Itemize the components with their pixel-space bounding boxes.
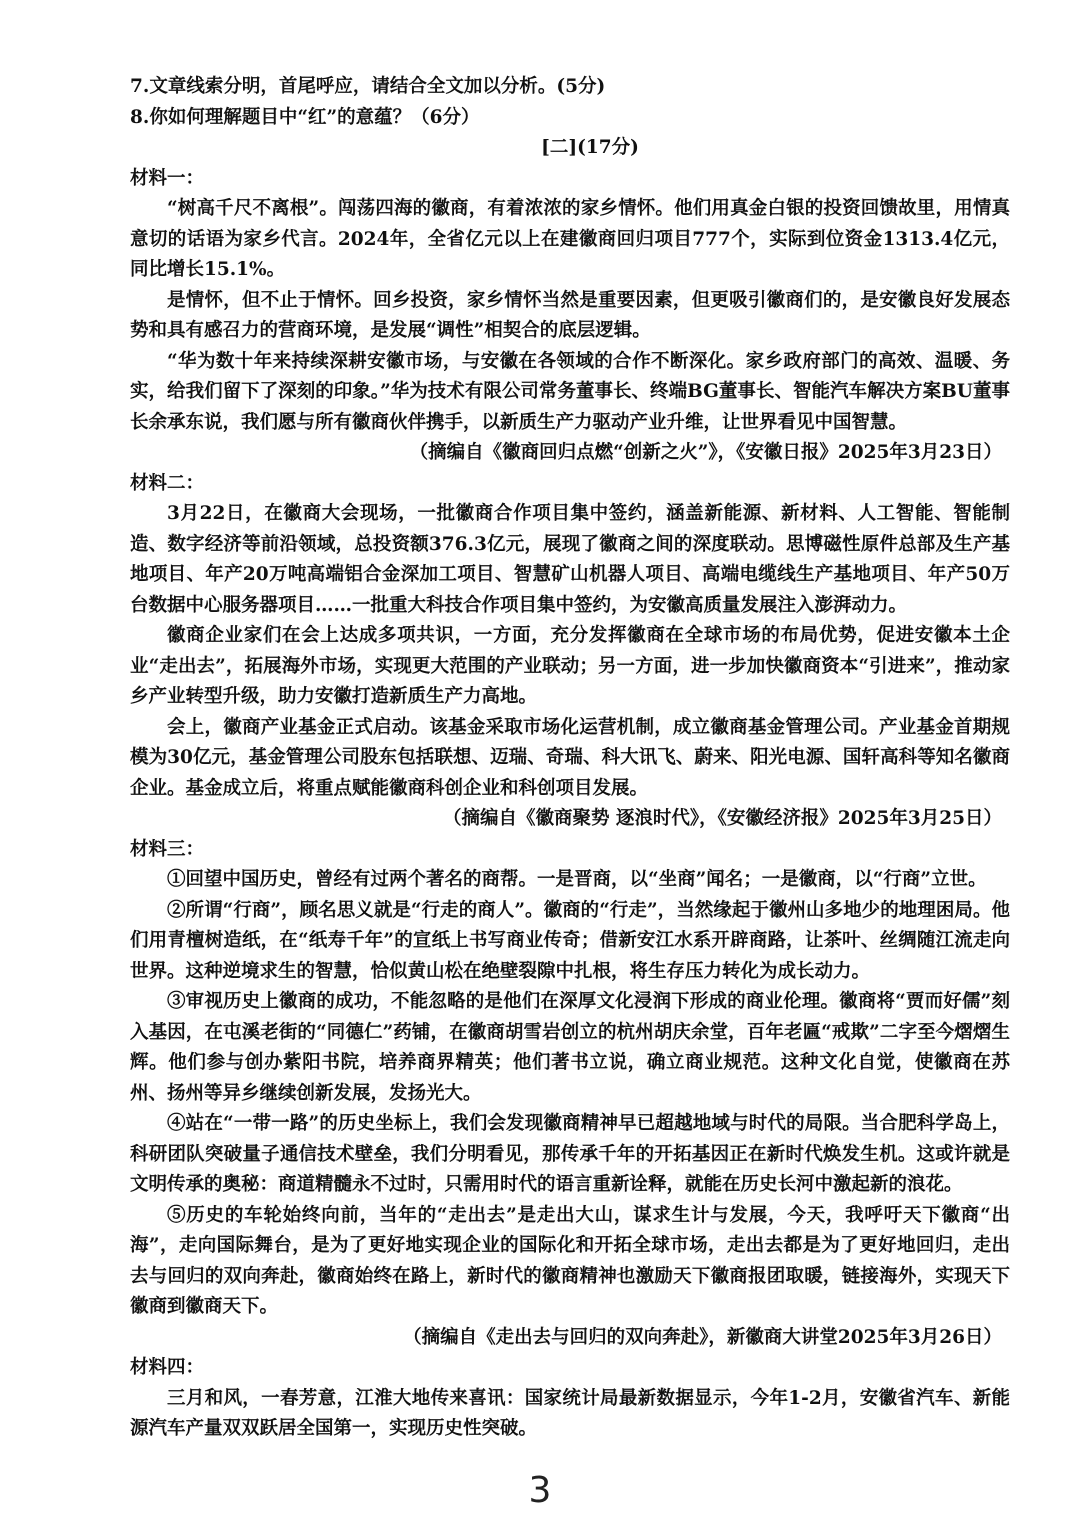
material-1-paragraph: “树高千尺不离根”。闯荡四海的徽商，有着浓浓的家乡情怀。他们用真金白银的投资回馈故里，用情真意切的话语为家乡代言。2024年，全省亿元以上在建徽商回归项目777个，实际到位资金1313.4亿元，同比增长15.1%。	[130, 198, 1010, 280]
material-2-heading: 材料二：	[130, 472, 205, 494]
material-3-heading: 材料三：	[130, 838, 205, 860]
material-2-source: （摘编自《徽商聚势 逐浪时代》，《安徽经济报》2025年3月25日）	[442, 808, 1002, 829]
material-3-paragraph: ②所谓“行商”，顾名思义就是“行走的商人”。徽商的“行走”，当然缘起于徽州山多地少的地理困局。他们用青檀树造纸，在“纸寿千年”的宣纸上书写商业传奇；借新安江水系开辟商路，让茶叶、丝绸随江流走向世界。这种逆境求生的智慧，恰似黄山松在绝壁裂隙中扎根，将生存压力转化为成长动力。	[130, 899, 1010, 982]
material-2-paragraph: 3月22日，在徽商大会现场，一批徽商合作项目集中签约，涵盖新能源、新材料、人工智能、智能制造、数字经济等前沿领域，总投资额376.3亿元，展现了徽商之间的深度联动。思博磁性原件总部及生产基地项目、年产20万吨高端铝合金深加工项目、智慧矿山机器人项目、高端电缆线生产基地项目、年产50万台数据中心服务器项目……一批重大科技合作项目集中签约，为安徽高质量发展注入澎湃动力。	[130, 503, 1010, 616]
material-3-paragraph: ④站在“一带一路”的历史坐标上，我们会发现徽商精神早已超越地域与时代的局限。当合肥科学岛上，科研团队突破量子通信技术壁垒，我们分明看见，那传承千年的开拓基因正在新时代焕发生机。这或许就是文明传承的奥秘：商道精髓永不过时，只需用时代的语言重新诠释，就能在历史长河中激起新的浪花。	[130, 1113, 1010, 1195]
material-4-paragraph: 三月和风，一春芳意，江淮大地传来喜讯：国家统计局最新数据显示，今年1-2月，安徽省汽车、新能源汽车产量双双跃居全国第一，实现历史性突破。	[130, 1387, 1010, 1439]
material-2-paragraph: 会上，徽商产业基金正式启动。该基金采取市场化运营机制，成立徽商基金管理公司。产业基金首期规模为30亿元，基金管理公司股东包括联想、迈瑞、奇瑞、科大讯飞、蔚来、阳光电源、国轩高科等知名徽商企业。基金成立后，将重点赋能徽商科创企业和科创项目发展。	[130, 716, 1010, 799]
material-3-paragraph: ③审视历史上徽商的成功，不能忽略的是他们在深厚文化浸润下形成的商业伦理。徽商将“贾而好儒”刻入基因，在屯溪老街的“同德仁”药铺，在徽商胡雪岩创立的杭州胡庆余堂，百年老匾“戒欺”二字至今熠熠生辉。他们参与创办紫阳书院，培养商界精英；他们著书立说，确立商业规范。这种文化自觉，使徽商在苏州、扬州等异乡继续创新发展，发扬光大。	[130, 991, 1010, 1104]
question-7: 7.文章线索分明，首尾呼应，请结合全文加以分析。(5分)	[130, 76, 606, 97]
material-3-source: （摘编自《走出去与回归的双向奔赴》，新徽商大讲堂2025年3月26日）	[403, 1326, 1002, 1348]
material-1-paragraph: 是情怀，但不止于情怀。回乡投资，家乡情怀当然是重要因素，但更吸引徽商们的，是安徽良好发展态势和具有感召力的营商环境，是发展“调性”相契合的底层逻辑。	[130, 289, 1010, 341]
material-4-heading: 材料四：	[130, 1357, 205, 1378]
page-number: 3	[528, 1470, 552, 1511]
material-3-paragraph: ①回望中国历史，曾经有过两个著名的商帮。一是晋商，以“坐商”闻名；一是徽商，以“行商”立世。	[167, 869, 987, 890]
section-title: [二](17分)	[541, 137, 639, 158]
question-8: 8.你如何理解题目中“红”的意蕴？（6分）	[130, 106, 480, 128]
material-3-paragraph: ⑤历史的车轮始终向前，当年的“走出去”是走出大山，谋求生计与发展，今天，我呼吁天下徽商“出海”，走向国际舞台，是为了更好地实现企业的国际化和开拓全球市场，走出去都是为了更好地回归，走出去与回归的双向奔赴，徽商始终在路上，新时代的徽商精神也激励天下徽商报团取暖，链接海外，实现天下徽商到徽商天下。	[130, 1204, 1010, 1317]
page-content	[130, 72, 1010, 1445]
material-1-source: （摘编自《徽商回归点燃“创新之火”》，《安徽日报》2025年3月23日）	[409, 442, 1002, 463]
material-2-paragraph: 徽商企业家们在会上达成多项共识，一方面，充分发挥徽商在全球市场的布局优势，促进安徽本土企业“走出去”，拓展海外市场，实现更大范围的产业联动；另一方面，进一步加快徽商资本“引进来”，推动家乡产业转型升级，助力安徽打造新质生产力高地。	[130, 625, 1010, 707]
material-1-heading: 材料一：	[130, 167, 205, 189]
material-1-paragraph: “华为数十年来持续深耕安徽市场，与安徽在各领域的合作不断深化。家乡政府部门的高效、温暖、务实，给我们留下了深刻的印象。”华为技术有限公司常务董事长、终端BG董事长、智能汽车解决方案BU董事长余承东说，我们愿与所有徽商伙伴携手，以新质生产力驱动产业升维，让世界看见中国智慧。	[130, 350, 1010, 433]
